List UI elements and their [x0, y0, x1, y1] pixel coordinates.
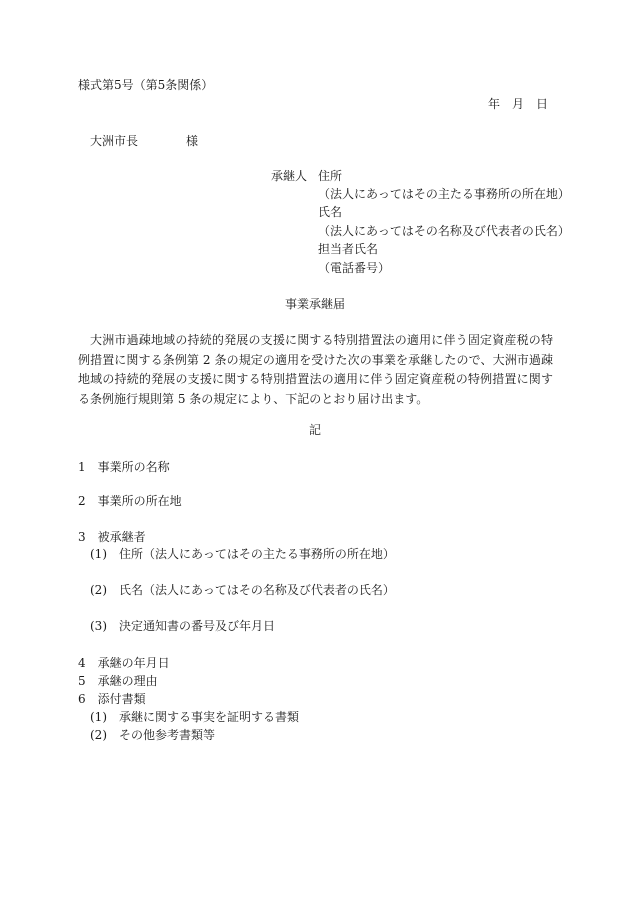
document-title: 事業承継届: [284, 297, 345, 311]
item-3: 3 被承継者: [78, 530, 146, 544]
applicant-address-note: （法人にあってはその主たる事務所の所在地）: [318, 187, 570, 201]
applicant-label: 承継人: [271, 169, 308, 183]
applicant-name-note: （法人にあってはその名称及び代表者の氏名）: [318, 224, 570, 238]
body-paragraph: 大洲市過疎地域の持続的発展の支援に関する特別措置法の適用に伴う固定資産税の特例措置に関する条例第 2 条の規定の適用を受けた次の事業を承継したので、大洲市過疎地域の持続的発展の支援に関する特別措置法の適用に伴う固定資産税の特例措置に関する条例施行規則第 5 条の規定により、下記のとおり届け出ます。: [78, 333, 553, 406]
item-6-2: (2) その他参考書類等: [90, 728, 215, 742]
item-3-3: (3) 決定通知書の番号及び年月日: [90, 619, 275, 633]
item-2: 2 事業所の所在地: [78, 494, 182, 508]
applicant-contact-label: 担当者氏名: [318, 242, 379, 256]
applicant-name-label: 氏名: [318, 205, 343, 219]
item-3-1: (1) 住所（法人にあってはその主たる事務所の所在地）: [90, 547, 395, 561]
item-3-2: (2) 氏名（法人にあってはその名称及び代表者の氏名）: [90, 583, 395, 597]
form-number: 様式第5号（第5条関係）: [78, 78, 214, 92]
applicant-address-label: 住所: [318, 169, 343, 183]
item-6: 6 添付書類: [78, 692, 146, 706]
item-1: 1 事業所の名称: [78, 460, 170, 474]
item-4: 4 承継の年月日: [78, 656, 170, 670]
date-line: 年 月 日: [487, 97, 548, 111]
ki-heading: 記: [308, 423, 321, 437]
applicant-phone-label: （電話番号）: [318, 261, 391, 275]
addressee: 大洲市長 様: [90, 134, 199, 148]
item-6-1: (1) 承継に関する事実を証明する書類: [90, 710, 299, 724]
item-5: 5 承継の理由: [78, 674, 158, 688]
